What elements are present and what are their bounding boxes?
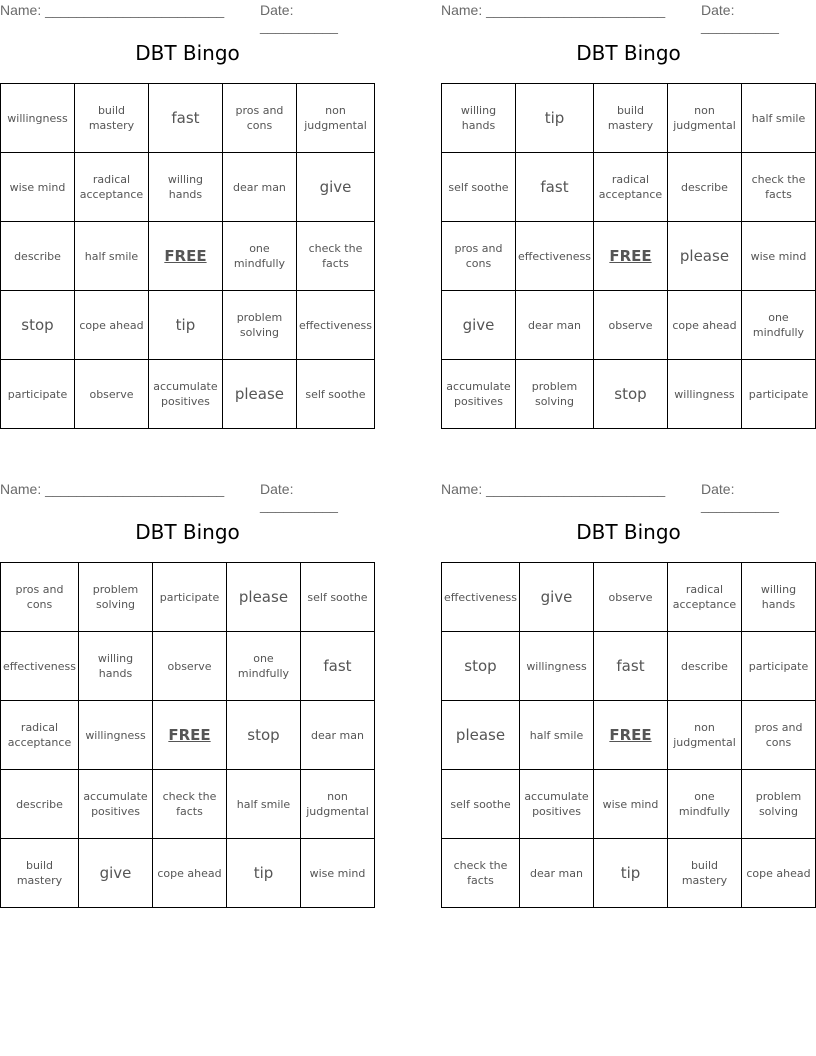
bingo-cell: radical acceptance (667, 563, 741, 632)
bingo-cell: effectiveness (442, 563, 520, 632)
bingo-card-1 (0, 0, 375, 408)
grid-row (1, 222, 375, 291)
bingo-cell: non judgmental (667, 701, 741, 770)
bingo-cell: half smile (226, 770, 300, 839)
bingo-cell: observe (153, 632, 227, 701)
bingo-cell: problem solving (515, 360, 593, 429)
bingo-cell: check the facts (296, 222, 374, 291)
bingo-cell: cope ahead (741, 839, 815, 908)
bingo-cell: stop (442, 632, 520, 701)
free-space-cell: FREE (594, 701, 668, 770)
bingo-cell: wise mind (300, 839, 374, 908)
bingo-cell: non judgmental (296, 84, 374, 153)
bingo-cell: pros and cons (1, 563, 79, 632)
bingo-cell: give (442, 291, 516, 360)
bingo-cell: accumulate positives (442, 360, 516, 429)
bingo-cell: observe (594, 563, 668, 632)
bingo-cell: accumulate positives (148, 360, 222, 429)
bingo-cell: give (296, 153, 374, 222)
bingo-cell: please (222, 360, 296, 429)
bingo-cell: wise mind (741, 222, 815, 291)
bingo-cell: build mastery (667, 839, 741, 908)
bingo-cell: fast (300, 632, 374, 701)
bingo-cell: effectiveness (296, 291, 374, 360)
bingo-cell: please (442, 701, 520, 770)
card-title: DBT Bingo (576, 41, 681, 65)
date-field-label: Date: __________ (260, 481, 338, 513)
bingo-cell: please (226, 563, 300, 632)
bingo-cell: give (79, 839, 153, 908)
grid-row (442, 360, 816, 429)
bingo-cell: dear man (222, 153, 296, 222)
bingo-cell: tip (148, 291, 222, 360)
bingo-cell: give (520, 563, 594, 632)
bingo-cell: willing hands (442, 84, 516, 153)
bingo-cell: willing hands (148, 153, 222, 222)
free-space-cell: FREE (594, 222, 668, 291)
bingo-cell: check the facts (741, 153, 815, 222)
bingo-cell: radical acceptance (74, 153, 148, 222)
grid-row (442, 701, 816, 770)
grid-row (442, 770, 816, 839)
grid-row (1, 291, 375, 360)
bingo-cell: describe (667, 153, 741, 222)
name-field-label: Name: _______________________ (441, 481, 666, 497)
bingo-cell: willingness (79, 701, 153, 770)
bingo-cell: stop (594, 360, 668, 429)
date-field-label: Date: __________ (260, 2, 338, 34)
card-header (441, 0, 816, 34)
grid-row (442, 84, 816, 153)
bingo-cell: describe (1, 770, 79, 839)
grid-row (1, 563, 375, 632)
grid-row (1, 84, 375, 153)
bingo-cell: describe (1, 222, 75, 291)
bingo-cell: pros and cons (741, 701, 815, 770)
bingo-cell: cope ahead (667, 291, 741, 360)
bingo-cell: please (667, 222, 741, 291)
free-space-cell: FREE (153, 701, 227, 770)
bingo-cell: fast (515, 153, 593, 222)
bingo-cell: wise mind (1, 153, 75, 222)
bingo-cell: self soothe (300, 563, 374, 632)
free-space-cell: FREE (148, 222, 222, 291)
card-title: DBT Bingo (135, 520, 240, 544)
bingo-cell: build mastery (594, 84, 668, 153)
bingo-cell: pros and cons (442, 222, 516, 291)
date-field-label: Date: __________ (701, 481, 779, 513)
grid-row (1, 360, 375, 429)
grid-row (442, 563, 816, 632)
bingo-cell: describe (667, 632, 741, 701)
grid-row (442, 153, 816, 222)
bingo-cell: accumulate positives (79, 770, 153, 839)
bingo-cell: one mindfully (222, 222, 296, 291)
bingo-cell: participate (1, 360, 75, 429)
bingo-cell: observe (74, 360, 148, 429)
date-field-label: Date: __________ (701, 2, 779, 34)
grid-row (1, 770, 375, 839)
grid-row (442, 839, 816, 908)
bingo-cell: check the facts (153, 770, 227, 839)
card-header (0, 0, 375, 34)
bingo-cell: half smile (520, 701, 594, 770)
bingo-cell: willingness (667, 360, 741, 429)
card-title: DBT Bingo (135, 41, 240, 65)
bingo-cell: tip (594, 839, 668, 908)
bingo-cell: tip (226, 839, 300, 908)
grid-row (442, 291, 816, 360)
bingo-cell: participate (153, 563, 227, 632)
bingo-cell: non judgmental (667, 84, 741, 153)
name-field-label: Name: _______________________ (0, 2, 225, 18)
bingo-cell: willing hands (741, 563, 815, 632)
bingo-cell: pros and cons (222, 84, 296, 153)
bingo-cell: dear man (300, 701, 374, 770)
bingo-cell: effectiveness (515, 222, 593, 291)
bingo-cell: problem solving (79, 563, 153, 632)
bingo-cell: check the facts (442, 839, 520, 908)
bingo-cell: one mindfully (226, 632, 300, 701)
bingo-grid (0, 83, 375, 429)
bingo-cell: one mindfully (741, 291, 815, 360)
bingo-grid (0, 562, 375, 908)
bingo-cell: half smile (741, 84, 815, 153)
card-header (441, 479, 816, 513)
bingo-cell: effectiveness (1, 632, 79, 701)
bingo-cell: cope ahead (74, 291, 148, 360)
bingo-cell: self soothe (442, 153, 516, 222)
grid-row (1, 701, 375, 770)
grid-row (1, 839, 375, 908)
bingo-cell: fast (594, 632, 668, 701)
bingo-cell: problem solving (741, 770, 815, 839)
bingo-cell: one mindfully (667, 770, 741, 839)
bingo-cell: stop (226, 701, 300, 770)
bingo-grid (441, 83, 816, 429)
bingo-cell: dear man (520, 839, 594, 908)
bingo-cell: problem solving (222, 291, 296, 360)
bingo-cell: cope ahead (153, 839, 227, 908)
bingo-cell: radical acceptance (1, 701, 79, 770)
bingo-cell: tip (515, 84, 593, 153)
name-field-label: Name: _______________________ (0, 481, 225, 497)
bingo-cell: fast (148, 84, 222, 153)
bingo-cell: willing hands (79, 632, 153, 701)
bingo-cell: self soothe (442, 770, 520, 839)
bingo-cell: participate (741, 632, 815, 701)
bingo-cell: dear man (515, 291, 593, 360)
grid-row (1, 632, 375, 701)
bingo-cell: build mastery (74, 84, 148, 153)
grid-row (442, 222, 816, 291)
bingo-cell: observe (594, 291, 668, 360)
bingo-cell: wise mind (594, 770, 668, 839)
bingo-card-3 (0, 479, 375, 887)
bingo-card-2 (441, 0, 816, 408)
bingo-cell: radical acceptance (594, 153, 668, 222)
bingo-cell: stop (1, 291, 75, 360)
bingo-cell: self soothe (296, 360, 374, 429)
bingo-card-4 (441, 479, 816, 887)
bingo-cell: willingness (1, 84, 75, 153)
bingo-cell: half smile (74, 222, 148, 291)
card-title: DBT Bingo (576, 520, 681, 544)
name-field-label: Name: _______________________ (441, 2, 666, 18)
bingo-cell: accumulate positives (520, 770, 594, 839)
grid-row (442, 632, 816, 701)
bingo-cell: build mastery (1, 839, 79, 908)
bingo-cell: participate (741, 360, 815, 429)
card-header (0, 479, 375, 513)
bingo-cell: non judgmental (300, 770, 374, 839)
grid-row (1, 153, 375, 222)
bingo-grid (441, 562, 816, 908)
bingo-cell: willingness (520, 632, 594, 701)
